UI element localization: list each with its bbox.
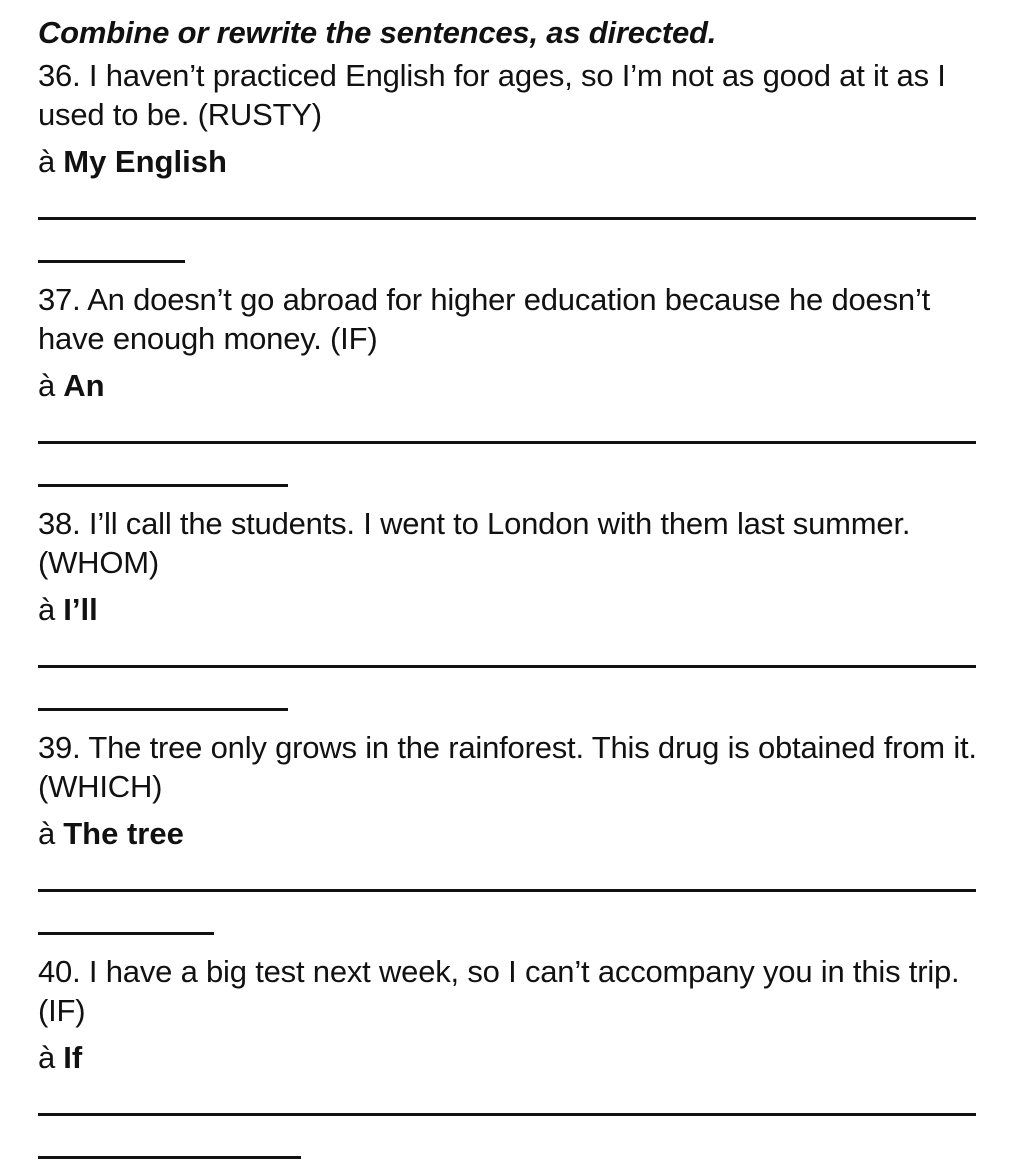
arrow-symbol: à bbox=[38, 144, 56, 179]
question-40 bbox=[38, 952, 988, 1176]
question-text: 39. The tree only grows in the rainforest. This drug is obtained from it. (WHICH) bbox=[38, 730, 977, 804]
arrow-symbol: à bbox=[38, 816, 56, 851]
answer-underline bbox=[38, 1113, 976, 1116]
answer-prompt bbox=[38, 1038, 988, 1078]
arrow-symbol: à bbox=[38, 592, 56, 627]
answer-starter: I’ll bbox=[63, 592, 98, 627]
arrow-symbol: à bbox=[38, 1040, 56, 1075]
answer-blank bbox=[38, 182, 988, 280]
answer-underline-continued bbox=[38, 708, 288, 711]
answer-underline-continued bbox=[38, 484, 288, 487]
answer-starter: My English bbox=[63, 144, 227, 179]
answer-blank bbox=[38, 630, 988, 728]
arrow-symbol: à bbox=[38, 368, 56, 403]
question-38 bbox=[38, 504, 988, 728]
instruction-heading: Combine or rewrite the sentences, as directed. bbox=[38, 15, 717, 50]
question-36 bbox=[38, 56, 988, 280]
answer-prompt bbox=[38, 590, 988, 630]
answer-blank bbox=[38, 1078, 988, 1176]
answer-prompt bbox=[38, 814, 988, 854]
answer-blank bbox=[38, 854, 988, 952]
answer-underline-continued bbox=[38, 932, 214, 935]
question-37 bbox=[38, 280, 988, 504]
answer-blank bbox=[38, 406, 988, 504]
answer-starter: If bbox=[63, 1040, 83, 1075]
question-text: 37. An doesn’t go abroad for higher education because he doesn’t have enough money. (IF) bbox=[38, 282, 931, 356]
answer-starter: An bbox=[63, 368, 105, 403]
answer-underline bbox=[38, 217, 976, 220]
answer-underline bbox=[38, 441, 976, 444]
question-text: 40. I have a big test next week, so I can’t accompany you in this trip. (IF) bbox=[38, 954, 960, 1028]
answer-starter: The tree bbox=[63, 816, 184, 851]
worksheet bbox=[38, 12, 988, 1176]
answer-underline bbox=[38, 889, 976, 892]
answer-prompt bbox=[38, 366, 988, 406]
answer-underline bbox=[38, 665, 976, 668]
answer-prompt bbox=[38, 142, 988, 182]
question-text: 36. I haven’t practiced English for ages, so I’m not as good at it as I used to be. (RUSTY) bbox=[38, 58, 946, 132]
question-39 bbox=[38, 728, 988, 952]
answer-underline-continued bbox=[38, 260, 185, 263]
question-text: 38. I’ll call the students. I went to London with them last summer. (WHOM) bbox=[38, 506, 911, 580]
